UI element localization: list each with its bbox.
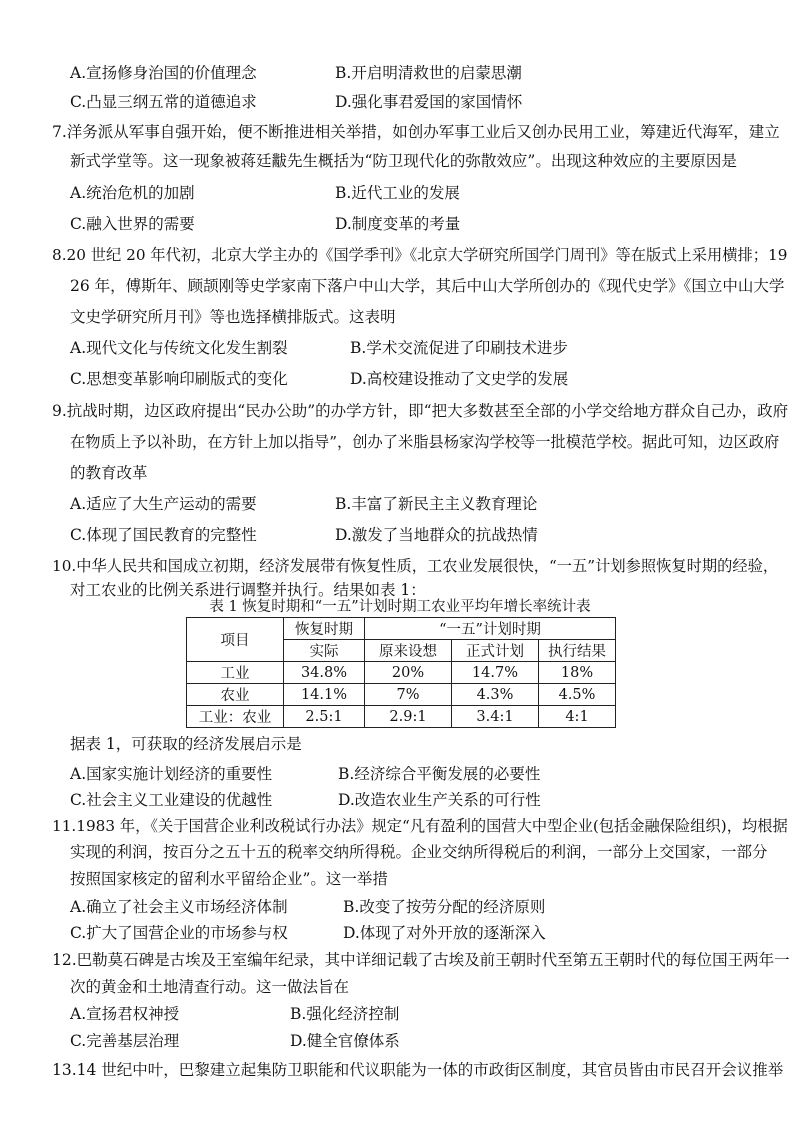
q11-option-a: A.确立了社会主义市场经济体制 xyxy=(70,898,288,916)
q6-option-d: D.强化事君爱国的家国情怀 xyxy=(335,93,523,111)
q12-option-b: B.强化经济控制 xyxy=(290,1005,400,1023)
q10-stem-line-2: 对工农业的比例关系进行调整并执行。结果如表 1： xyxy=(70,581,426,599)
q8-option-a: A.现代文化与传统文化发生割裂 xyxy=(70,339,288,357)
table-row xyxy=(187,662,616,684)
table-row xyxy=(187,706,616,728)
q11-option-b: B.改变了按劳分配的经济原则 xyxy=(343,898,546,916)
q8-stem-line-1: 8.20 世纪 20 年代初，北京大学主办的《国学季刊》《北京大学研究所国学门周刊》等在版式上采用横排；19 xyxy=(52,246,788,264)
q10-option-b: B.经济综合平衡发展的必要性 xyxy=(338,765,541,783)
table-caption: 表 1 恢复时期和“一五”计划时期工农业平均年增长率统计表 xyxy=(209,599,591,615)
table-cell: 14.1% xyxy=(284,684,365,706)
q7-option-b: B.近代工业的发展 xyxy=(335,184,460,202)
q10-stem-line-1: 10.中华人民共和国成立初期，经济发展带有恢复性质，工农业发展很快，“一五”计划参照恢复时期的经验， xyxy=(52,557,779,575)
q9-option-a: A.适应了大生产运动的需要 xyxy=(70,495,257,513)
table-cell: 34.8% xyxy=(284,662,365,684)
subheader-actual: 实际 xyxy=(284,640,365,662)
row-label: 农业 xyxy=(187,684,284,706)
subheader-original: 原来设想 xyxy=(365,640,452,662)
q8-option-c: C.思想变革影响印刷版式的变化 xyxy=(70,370,288,388)
table-cell: 20% xyxy=(365,662,452,684)
q10-option-a: A.国家实施计划经济的重要性 xyxy=(70,765,273,783)
header-item: 项目 xyxy=(187,618,284,662)
q9-stem-line-2: 在物质上予以补助，在方针上加以指导”，创办了米脂县杨家沟学校等一批模范学校。据此可知，边区政府 xyxy=(70,433,780,451)
q7-option-c: C.融入世界的需要 xyxy=(70,215,195,233)
q10-option-d: D.改造农业生产关系的可行性 xyxy=(338,791,541,809)
q11-stem-line-3: 按照国家核定的留利水平留给企业”。这一举措 xyxy=(70,870,388,888)
q12-option-d: D.健全官僚体系 xyxy=(290,1032,400,1050)
table-cell: 4.3% xyxy=(452,684,539,706)
q9-option-d: D.激发了当地群众的抗战热情 xyxy=(335,526,538,544)
q8-option-d: D.高校建设推动了文史学的发展 xyxy=(350,370,569,388)
q11-stem-line-2: 实现的利润，按百分之五十五的税率交纳所得税。企业交纳所得税后的利润，一部分上交国家，一部分 xyxy=(70,843,768,861)
q8-stem-line-2: 26 年，傅斯年、顾颉刚等史学家南下落户中山大学，其后中山大学所创办的《现代史学》《国立中山大学 xyxy=(70,277,785,295)
q12-stem-line-2: 次的黄金和土地清查行动。这一做法旨在 xyxy=(70,978,350,996)
table-cell: 7% xyxy=(365,684,452,706)
subheader-result: 执行结果 xyxy=(539,640,616,662)
table-row xyxy=(187,684,616,706)
table-cell: 18% xyxy=(539,662,616,684)
table-header-row xyxy=(187,618,616,640)
q12-option-a: A.宣扬君权神授 xyxy=(70,1005,180,1023)
q6-option-b: B.开启明清救世的启蒙思潮 xyxy=(335,64,522,82)
table-cell: 14.7% xyxy=(452,662,539,684)
q11-option-c: C.扩大了国营企业的市场参与权 xyxy=(70,924,288,942)
q7-option-a: A.统治危机的加剧 xyxy=(70,184,195,202)
q7-option-d: D.制度变革的考量 xyxy=(335,215,461,233)
header-plan: “一五”计划时期 xyxy=(365,618,616,640)
q9-stem-line-3: 的教育改革 xyxy=(70,464,148,482)
q9-option-c: C.体现了国民教育的完整性 xyxy=(70,526,257,544)
q10-after-table: 据表 1，可获取的经济发展启示是 xyxy=(70,735,302,753)
q6-option-c: C.凸显三纲五常的道德追求 xyxy=(70,93,257,111)
q9-option-b: B.丰富了新民主主义教育理论 xyxy=(335,495,538,513)
q8-option-b: B.学术交流促进了印刷技术进步 xyxy=(350,339,568,357)
q11-option-d: D.体现了对外开放的逐渐深入 xyxy=(343,924,546,942)
table-cell: 2.5:1 xyxy=(284,706,365,728)
q13-stem-line-1: 13.14 世纪中叶，巴黎建立起集防卫职能和代议职能为一体的市政街区制度，其官员皆由市民召开会议推举 xyxy=(52,1061,784,1079)
q9-stem-line-1: 9.抗战时期，边区政府提出“民办公助”的办学方针，即“把大多数甚至全部的小学交给地方群众自己办，政府 xyxy=(52,402,789,420)
q8-stem-line-3: 文史学研究所月刊》等也选择横排版式。这表明 xyxy=(70,308,396,326)
q6-option-a: A.宣扬修身治国的价值理念 xyxy=(70,64,257,82)
table-cell: 4:1 xyxy=(539,706,616,728)
q12-option-c: C.完善基层治理 xyxy=(70,1032,180,1050)
q7-stem-line-1: 7.洋务派从军事自强开始，便不断推进相关举措，如创办军事工业后又创办民用工业，筹建近代海军，建立 xyxy=(52,123,780,141)
growth-rate-table xyxy=(186,617,616,728)
q12-stem-line-1: 12.巴勒莫石碑是古埃及王室编年纪录，其中详细记载了古埃及前王朝时代至第五王朝时代的每位国王两年一 xyxy=(52,951,790,969)
table-cell: 2.9:1 xyxy=(365,706,452,728)
q11-stem-line-1: 11.1983 年，《关于国营企业利改税试行办法》规定“凡有盈利的国营大中型企业(包括金融保险组织)，均根据 xyxy=(52,817,788,835)
header-recovery: 恢复时期 xyxy=(284,618,365,640)
q10-option-c: C.社会主义工业建设的优越性 xyxy=(70,791,273,809)
q7-stem-line-2: 新式学堂等。这一现象被蒋廷黻先生概括为“防卫现代化的弥散效应”。出现这种效应的主要原因是 xyxy=(70,152,737,170)
table-cell: 3.4:1 xyxy=(452,706,539,728)
row-label: 工业 xyxy=(187,662,284,684)
row-label: 工业：农业 xyxy=(187,706,284,728)
subheader-formal: 正式计划 xyxy=(452,640,539,662)
table-cell: 4.5% xyxy=(539,684,616,706)
